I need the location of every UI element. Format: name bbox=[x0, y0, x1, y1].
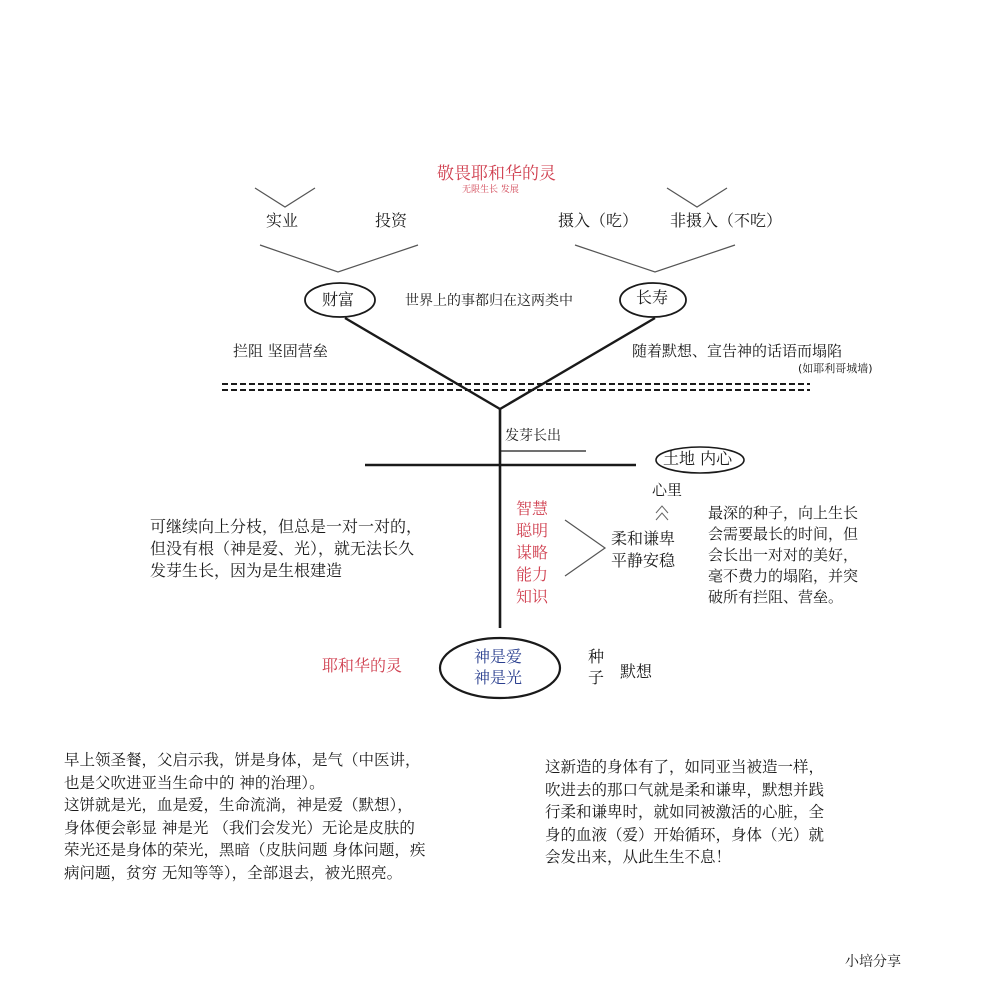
left-note-line: 发芽生长，因为是生根建造 bbox=[150, 561, 343, 580]
seed-char-2: 子 bbox=[588, 668, 605, 687]
root-line-2: 神是光 bbox=[474, 668, 523, 687]
wealth-label: 财富 bbox=[322, 290, 355, 309]
chevron-top-right bbox=[667, 188, 727, 207]
chevron-wealth bbox=[260, 245, 418, 272]
collapse-subnote: (如耶利哥城墙) bbox=[798, 362, 873, 375]
chevron-longevity bbox=[575, 245, 735, 272]
center-caption: 世界上的事都归在这两类中 bbox=[405, 293, 573, 309]
soil-label: 土地 内心 bbox=[663, 449, 733, 468]
barrier-note: 拦阻 坚固营垒 bbox=[233, 342, 328, 360]
right-note-line: 破所有拦阻、营垒。 bbox=[708, 588, 844, 606]
left-note bbox=[150, 516, 422, 582]
chevron-top-left bbox=[255, 188, 315, 207]
root-line-1: 神是爱 bbox=[474, 647, 523, 666]
seed-char-1: 种 bbox=[588, 647, 605, 666]
left-note-line: 但没有根（神是爱、光），就无法长久 bbox=[150, 539, 415, 558]
sprout-label: 发芽长出 bbox=[505, 428, 561, 444]
gentle-line-2: 平静安稳 bbox=[611, 551, 676, 570]
right-note-line: 会需要最长的时间，但 bbox=[708, 525, 859, 543]
qualities-chevron bbox=[565, 520, 605, 576]
longevity-label: 长寿 bbox=[636, 288, 669, 307]
bottom-left-line: 这饼就是光，血是爱，生命流淌，神是爱（默想）， bbox=[64, 796, 413, 814]
arrow-up-1 bbox=[656, 506, 668, 513]
right-note-line: 毫不费力的塌陷，并突 bbox=[708, 567, 859, 585]
bottom-right-line: 会发出来，从此生生不息！ bbox=[545, 848, 732, 866]
gentle-line-1: 柔和谦卑 bbox=[611, 529, 676, 548]
left-note-line: 可继续向上分枝，但总是一对一对的， bbox=[150, 517, 423, 536]
branch-left bbox=[345, 318, 500, 409]
bottom-left-line: 病问题，贫穷 无知等等），全部退去，被光照亮。 bbox=[64, 863, 403, 882]
signature: 小培分享 bbox=[845, 954, 901, 970]
bottom-left-line: 早上领圣餐，父启示我，饼是身体，是气（中医讲， bbox=[64, 751, 421, 769]
quality-1: 智慧 bbox=[516, 499, 549, 518]
quality-2: 聪明 bbox=[516, 521, 549, 540]
quality-3: 谋略 bbox=[516, 543, 549, 562]
spirit-label: 耶和华的灵 bbox=[322, 656, 403, 675]
collapse-note: 随着默想、宣告神的话语而塌陷 bbox=[632, 342, 843, 360]
top-subtitle: 无限生长 发展 bbox=[462, 185, 519, 195]
top-title: 敬畏耶和华的灵 bbox=[437, 164, 556, 184]
bottom-left-line: 身体便会彰显 神是光 （我们会发光）无论是皮肤的 bbox=[64, 818, 415, 837]
meditation-label: 默想 bbox=[620, 662, 653, 681]
right-note bbox=[708, 503, 858, 608]
bottom-left-line: 荣光还是身体的荣光，黑暗（皮肤问题 身体问题，疾 bbox=[64, 841, 426, 859]
quality-5: 知识 bbox=[516, 587, 549, 606]
branch-left-b: 投资 bbox=[375, 211, 408, 230]
arrow-up-2 bbox=[656, 513, 668, 520]
bottom-right-line: 行柔和谦卑时，就如同被激活的心脏，全 bbox=[545, 803, 825, 821]
right-note-line: 会长出一对对的美好， bbox=[708, 546, 859, 564]
bottom-right-line: 这新造的身体有了，如同亚当被造一样， bbox=[545, 758, 825, 776]
right-note-line: 最深的种子，向上生长 bbox=[708, 504, 859, 522]
bottom-right-line: 吹进去的那口气就是柔和谦卑，默想并践 bbox=[545, 780, 825, 799]
quality-4: 能力 bbox=[516, 565, 549, 584]
bottom-right-line: 身的血液（爱）开始循环，身体（光）就 bbox=[545, 825, 825, 844]
bottom-left-paragraph bbox=[64, 749, 425, 884]
branch-right-a: 摄入（吃） bbox=[558, 211, 639, 230]
branch-right-b: 非摄入（不吃） bbox=[670, 211, 783, 230]
branch-left-a: 实业 bbox=[266, 211, 299, 230]
branch-right bbox=[500, 318, 655, 409]
heart-label: 心里 bbox=[652, 481, 683, 499]
bottom-left-line: 也是父吹进亚当生命中的 神的治理）。 bbox=[64, 773, 325, 792]
bottom-right-paragraph bbox=[545, 756, 824, 869]
